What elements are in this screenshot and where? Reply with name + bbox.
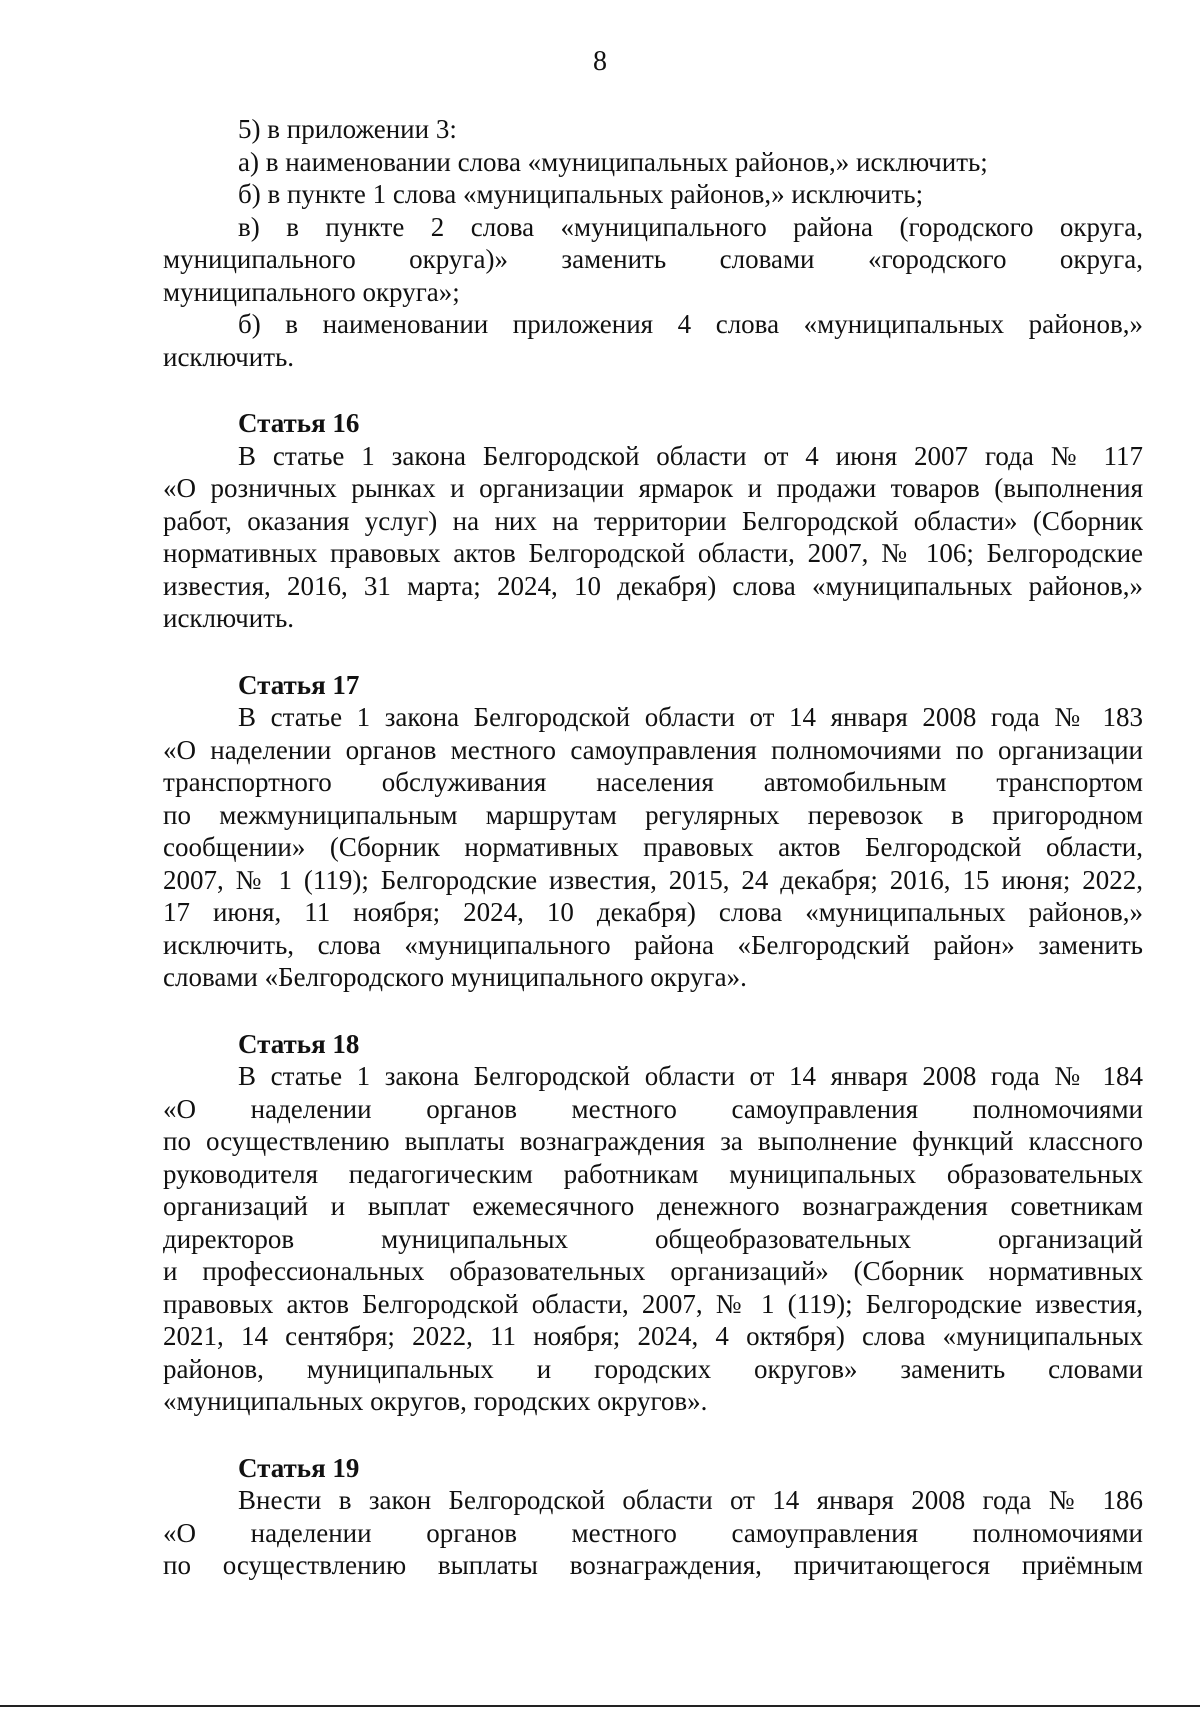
paragraph-line: исключить. [163, 603, 295, 633]
paragraph-line: по осуществлению выплаты вознаграждения за выполнение функций классного [163, 1126, 1143, 1156]
paragraph-line: сообщении» (Сборник нормативных правовых актов Белгородской области, [163, 832, 1143, 862]
article-heading: Статья 19 [238, 1452, 360, 1483]
paragraph-line: словами «Белгородского муниципального округа». [163, 962, 747, 992]
article-19 [163, 1452, 1143, 1582]
paragraph-line: «О наделении органов местного самоуправления полномочиями [163, 1093, 1143, 1124]
list-item-paragraph [163, 308, 1143, 373]
paragraph-line: организаций и выплат ежемесячного денежного вознаграждения советникам [163, 1191, 1143, 1221]
paragraph-line: по межмуниципальным маршрутам регулярных перевозок в пригородном [163, 799, 1143, 830]
paragraph-line: и профессиональных образовательных организаций» (Сборник нормативных [163, 1256, 1143, 1286]
paragraph-line: Внести в закон Белгородской области от 14 января 2008 года № 186 [238, 1485, 1143, 1515]
paragraph-line: муниципального округа)» заменить словами «городского округа, [163, 244, 1143, 274]
list-item: а) в наименовании слова «муниципальных районов,» исключить; [238, 146, 988, 177]
article-16 [163, 407, 1143, 635]
paragraph-line: «О наделении органов местного самоуправления полномочиями [163, 1517, 1143, 1548]
paragraph-line: б) в наименовании приложения 4 слова «муниципальных районов,» [238, 309, 1143, 339]
article-18 [163, 1028, 1143, 1418]
paragraph-line: правовых актов Белгородской области, 2007, № 1 (119); Белгородские известия, [163, 1288, 1143, 1319]
list-item-heading: 5) в приложении 3: [238, 114, 457, 144]
paragraph-line: руководителя педагогическим работникам муниципальных образовательных [163, 1158, 1143, 1189]
paragraph-line: нормативных правовых актов Белгородской области, 2007, № 106; Белгородские [163, 538, 1143, 568]
paragraph-line: 17 июня, 11 ноября; 2024, 10 декабря) слова «муниципальных районов,» [163, 897, 1143, 927]
scan-bottom-edge [0, 1705, 1200, 1707]
paragraph-line: В статье 1 закона Белгородской области от 14 января 2008 года № 183 [238, 702, 1143, 732]
paragraph-line: 2021, 14 сентября; 2022, 11 ноября; 2024, 4 октября) слова «муниципальных [163, 1321, 1143, 1351]
article-heading: Статья 17 [238, 669, 360, 700]
paragraph-line: по осуществлению выплаты вознаграждения, причитающегося приёмным [163, 1550, 1143, 1580]
paragraph-line: исключить. [163, 341, 295, 372]
article-heading: Статья 18 [238, 1028, 360, 1059]
paragraph-line: исключить, слова «муниципального района «Белгородский район» заменить [163, 929, 1143, 960]
page-number: 8 [593, 46, 607, 77]
list-item: б) в пункте 1 слова «муниципальных районов,» исключить; [238, 179, 924, 209]
paragraph-line: известия, 2016, 31 марта; 2024, 10 декабря) слова «муниципальных районов,» [163, 570, 1143, 601]
paragraph-line: районов, муниципальных и городских округов» заменить словами [163, 1353, 1143, 1384]
list-item-paragraph [163, 211, 1143, 309]
article-heading: Статья 16 [238, 408, 360, 438]
paragraph-line: работ, оказания услуг) на них на территории Белгородской области» (Сборник [163, 505, 1143, 536]
paragraph-line: В статье 1 закона Белгородской области от 14 января 2008 года № 184 [238, 1061, 1143, 1091]
paragraph-line: «О наделении органов местного самоуправления полномочиями по организации [163, 734, 1143, 765]
paragraph-line: в) в пункте 2 слова «муниципального района (городского округа, [238, 211, 1143, 242]
paragraph-line: «О розничных рынках и организации ярмарок и продажи товаров (выполнения [163, 473, 1143, 503]
document-body [163, 113, 1143, 1582]
article-17 [163, 669, 1143, 994]
paragraph-line: «муниципальных округов, городских округов». [163, 1386, 708, 1416]
paragraph-line: 2007, № 1 (119); Белгородские известия, 2015, 24 декабря; 2016, 15 июня; 2022, [163, 864, 1143, 895]
paragraph-line: транспортного обслуживания населения автомобильным транспортом [163, 767, 1143, 797]
paragraph-line: В статье 1 закона Белгородской области от 4 июня 2007 года № 117 [238, 440, 1143, 471]
paragraph-line: муниципального округа»; [163, 276, 460, 307]
paragraph-line: директоров муниципальных общеобразовательных организаций [163, 1223, 1143, 1254]
